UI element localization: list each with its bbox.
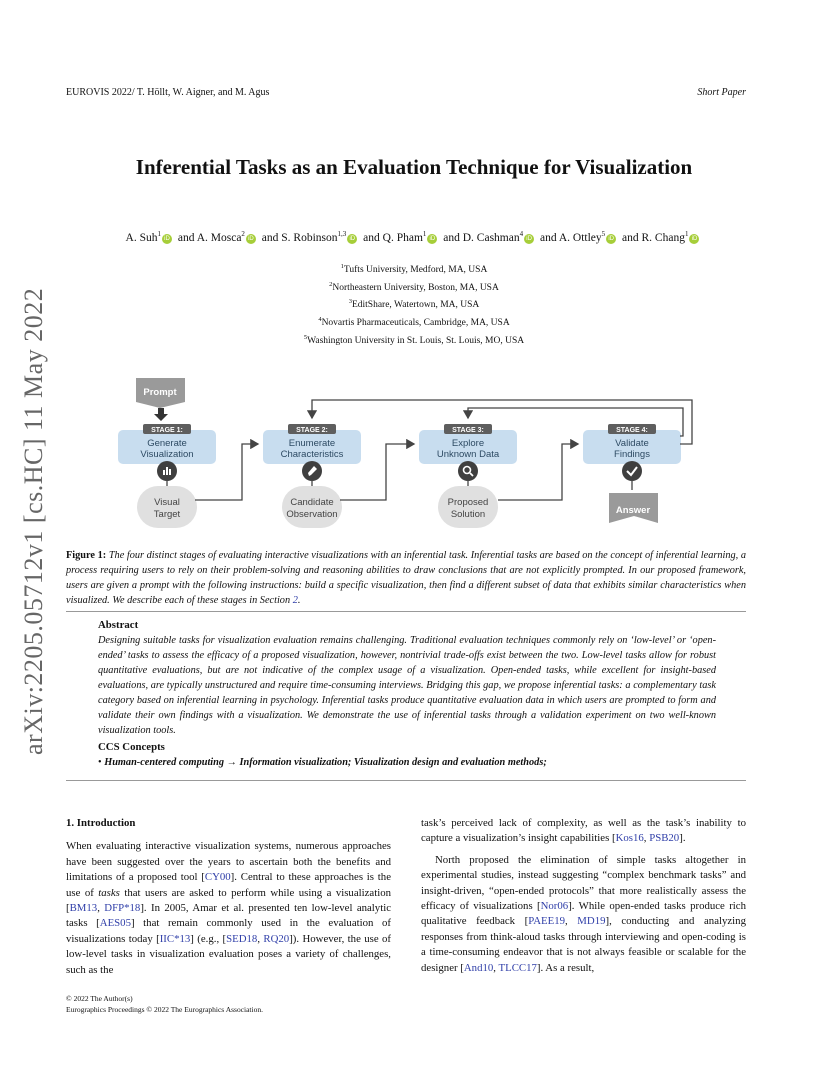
stage-3-output-line1: Proposed <box>447 497 489 508</box>
orcid-icon[interactable]: iD <box>606 234 616 244</box>
paragraph-2: task’s perceived lack of complexity, as well as the task’s inability to capture a visualization’s insight capabilities [Kos16, PSB20]. <box>421 817 746 845</box>
stage-2-title: Enumerate <box>288 438 336 449</box>
stage-2-output-line1: Candidate <box>290 497 334 508</box>
affiliation: $^4$Novartis Pharmaceuticals, Cambridge, MA, USA <box>318 315 510 329</box>
author-name: A. Mosca <box>196 231 242 244</box>
affiliation-list <box>0 260 828 348</box>
citation-link[interactable]: PAEE19 <box>528 915 566 928</box>
stage-1-output-line2: Target <box>153 509 181 520</box>
citation-link[interactable]: BM13 <box>69 902 98 915</box>
section-heading: 1. Introduction <box>66 817 136 829</box>
author-affil-sup: 1 <box>157 230 161 238</box>
body-column-left <box>66 816 391 978</box>
author-name: S. Robinson <box>281 231 338 244</box>
orcid-icon[interactable]: iD <box>524 234 534 244</box>
citation-link[interactable]: IIC*13 <box>159 932 191 945</box>
author-affil-sup: 4 <box>519 230 524 238</box>
author-name: A. Ottley <box>558 231 602 244</box>
author-affil-sup: 1 <box>422 230 427 238</box>
checkmark-icon <box>622 461 642 481</box>
citation-link[interactable]: AES05 <box>99 917 131 930</box>
orcid-icon[interactable]: iD <box>347 234 357 244</box>
copyright-footer: © 2022 The Author(s) Eurographics Proceedings © 2022 The Eurographics Association. <box>66 994 263 1014</box>
author-list: A. Suh$^1$iD and A. Mosca$^2$iD and S. Robinson$^{1,3}$iD and Q. Pham$^1$iD and D. Cashman$^4$iD and A. Ottley$^5$iD and R. Chang$^1$iD <box>0 230 828 244</box>
rule-top <box>66 611 746 612</box>
citation-link[interactable]: SED18 <box>226 932 258 945</box>
orcid-icon[interactable]: iD <box>246 234 256 244</box>
affiliation: $^3$EditShare, Watertown, MA, USA <box>348 298 480 311</box>
stage-1-tag-text: STAGE 1: <box>151 427 183 434</box>
prompt-arrow <box>154 408 168 421</box>
paragraph-3: North proposed the elimination of simple tasks altogether in experimental studies, instead suggesting “complex benchmark tasks” and insight-driven, “open-ended protocols” that more realistically assess the efficacy of visualizations [Nor06]. While open-ended tasks produce rich qualitative feedback [PAEE19, MD19], conducting and analyzing responses from think-aloud tasks through interviewing and open-coding is a time-consuming endeavor that is not always feasible or scalable for the designer [And10, TLCC17]. As a result, <box>421 853 746 974</box>
prompt-label: Prompt <box>143 387 177 398</box>
citation-link[interactable]: TLCC17 <box>498 961 537 974</box>
orcid-icon[interactable]: iD <box>162 234 172 244</box>
stage-1-title: Generate <box>147 438 187 449</box>
body-column-right <box>421 816 746 976</box>
figure-caption: Figure 1: The four distinct stages of evaluating interactive visualizations with an inferential task. Inferential tasks are based on the concept of inferential learning, a process requiring users to rely on their problem-solving and reasoning abilities to draw conclusions that are not explicitly prompted. In our proposed framework, users are given a prompt with the following instructions: build a specific visualization, then find a different subset of data that exhibits similar characteristics when visualized. We describe each of these stages in Section 2. <box>66 550 747 606</box>
stage-4-title: Validate <box>615 438 649 449</box>
stage-1-subtitle: Visualization <box>140 449 194 460</box>
citation-link[interactable]: RQ20 <box>263 932 290 945</box>
abstract-block <box>98 618 716 738</box>
stage-3-subtitle: Unknown Data <box>436 449 500 460</box>
author-affil-sup: 1,3 <box>337 230 347 238</box>
citation-link[interactable]: Kos16 <box>615 832 644 845</box>
section-ref-link[interactable]: 2 <box>292 595 298 606</box>
citation-link[interactable]: DFP*18 <box>104 902 141 915</box>
affiliation: $^2$Northeastern University, Boston, MA, USA <box>329 280 499 293</box>
citation-link[interactable]: MD19 <box>577 915 606 928</box>
running-header-right: Short Paper <box>697 87 746 98</box>
author-name: R. Chang <box>641 231 685 244</box>
stage-4-tag-text: STAGE 4: <box>616 427 648 434</box>
answer-label: Answer <box>615 505 651 516</box>
arxiv-sidebar-stamp[interactable]: arXiv:2205.05712v1 [cs.HC] 11 May 2022 <box>19 287 48 755</box>
running-header-left: EUROVIS 2022/ T. Höllt, W. Aigner, and M. Agus <box>66 87 270 98</box>
paper-title: Inferential Tasks as an Evaluation Technique for Visualization <box>135 155 693 179</box>
author-name: A. Suh <box>125 231 158 244</box>
stage-2-tag-text: STAGE 2: <box>296 427 328 434</box>
figure-1-diagram <box>110 370 710 540</box>
caption-label: Figure 1: <box>66 550 107 561</box>
stage-4-subtitle: Findings <box>614 449 650 460</box>
ccs-block <box>98 740 716 770</box>
author-name: Q. Pham <box>382 231 423 244</box>
author-affil-sup: 2 <box>241 230 245 238</box>
stage-3-tag-text: STAGE 3: <box>452 427 484 434</box>
orcid-icon[interactable]: iD <box>689 234 699 244</box>
stage-2-subtitle: Characteristics <box>280 449 344 460</box>
stage-3-title: Explore <box>451 438 485 449</box>
paragraph-1: When evaluating interactive visualization systems, numerous approaches have been suggested over the years to ascertain both the benefits and limitations of a proposed tool [CY00]. Central to these approaches is the use of tasks that users are asked to perform while using a visualization [BM13, DFP*18]. In 2005, Amar et al. presented ten low-level analytic tasks [AES05] that remain commonly used in the evaluation of visualizations today [IIC*13] (e.g., [SED18, RQ20]). However, the use of low-level tasks in visualization evaluation poses a variety of challenges, such as the <box>66 840 391 976</box>
orcid-icon[interactable]: iD <box>427 234 437 244</box>
ccs-heading: CCS Concepts <box>98 741 165 753</box>
author-name: D. Cashman <box>462 231 520 244</box>
citation-link[interactable]: PSB20 <box>649 832 680 845</box>
author-affil-sup: 5 <box>601 230 606 238</box>
ccs-concepts: • Human-centered computing → Information visualization; Visualization design and evaluation methods; <box>98 757 547 768</box>
citation-link[interactable]: Nor06 <box>540 900 569 913</box>
magnifier-icon <box>458 461 478 481</box>
affiliation: $^5$Washington University in St. Louis, St. Louis, MO, USA <box>303 333 525 346</box>
affiliation: $^1$Tufts University, Medford, MA, USA <box>340 263 488 276</box>
author-affil-sup: 1 <box>684 230 689 238</box>
stage-2-output-line2: Observation <box>286 509 338 520</box>
stage-1-output-line1: Visual <box>154 497 180 508</box>
caption-text: The four distinct stages of evaluating interactive visualizations with an inferential task. Inferential tasks are based on the concept of inferential learning, a process requiring users to rely on their problem-solving and reasoning abilities to draw conclusions that are not explicitly prompted. In our proposed framework, users are given a prompt with the following instructions: build a specific visualization, then find a different subset of data that exhibits similar characteristics when visualized. We describe each of these stages in Section <box>66 550 747 606</box>
abstract-heading: Abstract <box>98 619 139 631</box>
rule-bottom <box>66 780 746 781</box>
citation-link[interactable]: And10 <box>463 961 494 974</box>
citation-link[interactable]: CY00 <box>204 871 231 884</box>
stage-3-output-line2: Solution <box>450 509 486 520</box>
abstract-text: Designing suitable tasks for visualization evaluation remains challenging. Traditional evaluation techniques commonly rely on ‘low-level’ or ‘open-ended’ tasks to assess the efficacy of a proposed visualization, however, nontrivial trade-offs exist between the two. Low-level tasks allow for robust quantitative evaluations, but are not indicative of the complex usage of a visualization. Open-ended tasks, while excellent for insight-based evaluations, are typically unstructured and require time-consuming interviews. Bridging this gap, we propose inferential tasks: a complementary task category based on inferential learning in psychology. Inferential tasks produce quantitative evaluation data in which users are prompted to form and validate their own findings with a visualization. We demonstrate the use of inferential tasks through a validation experiment on two well-known visualization tools. <box>98 635 716 736</box>
